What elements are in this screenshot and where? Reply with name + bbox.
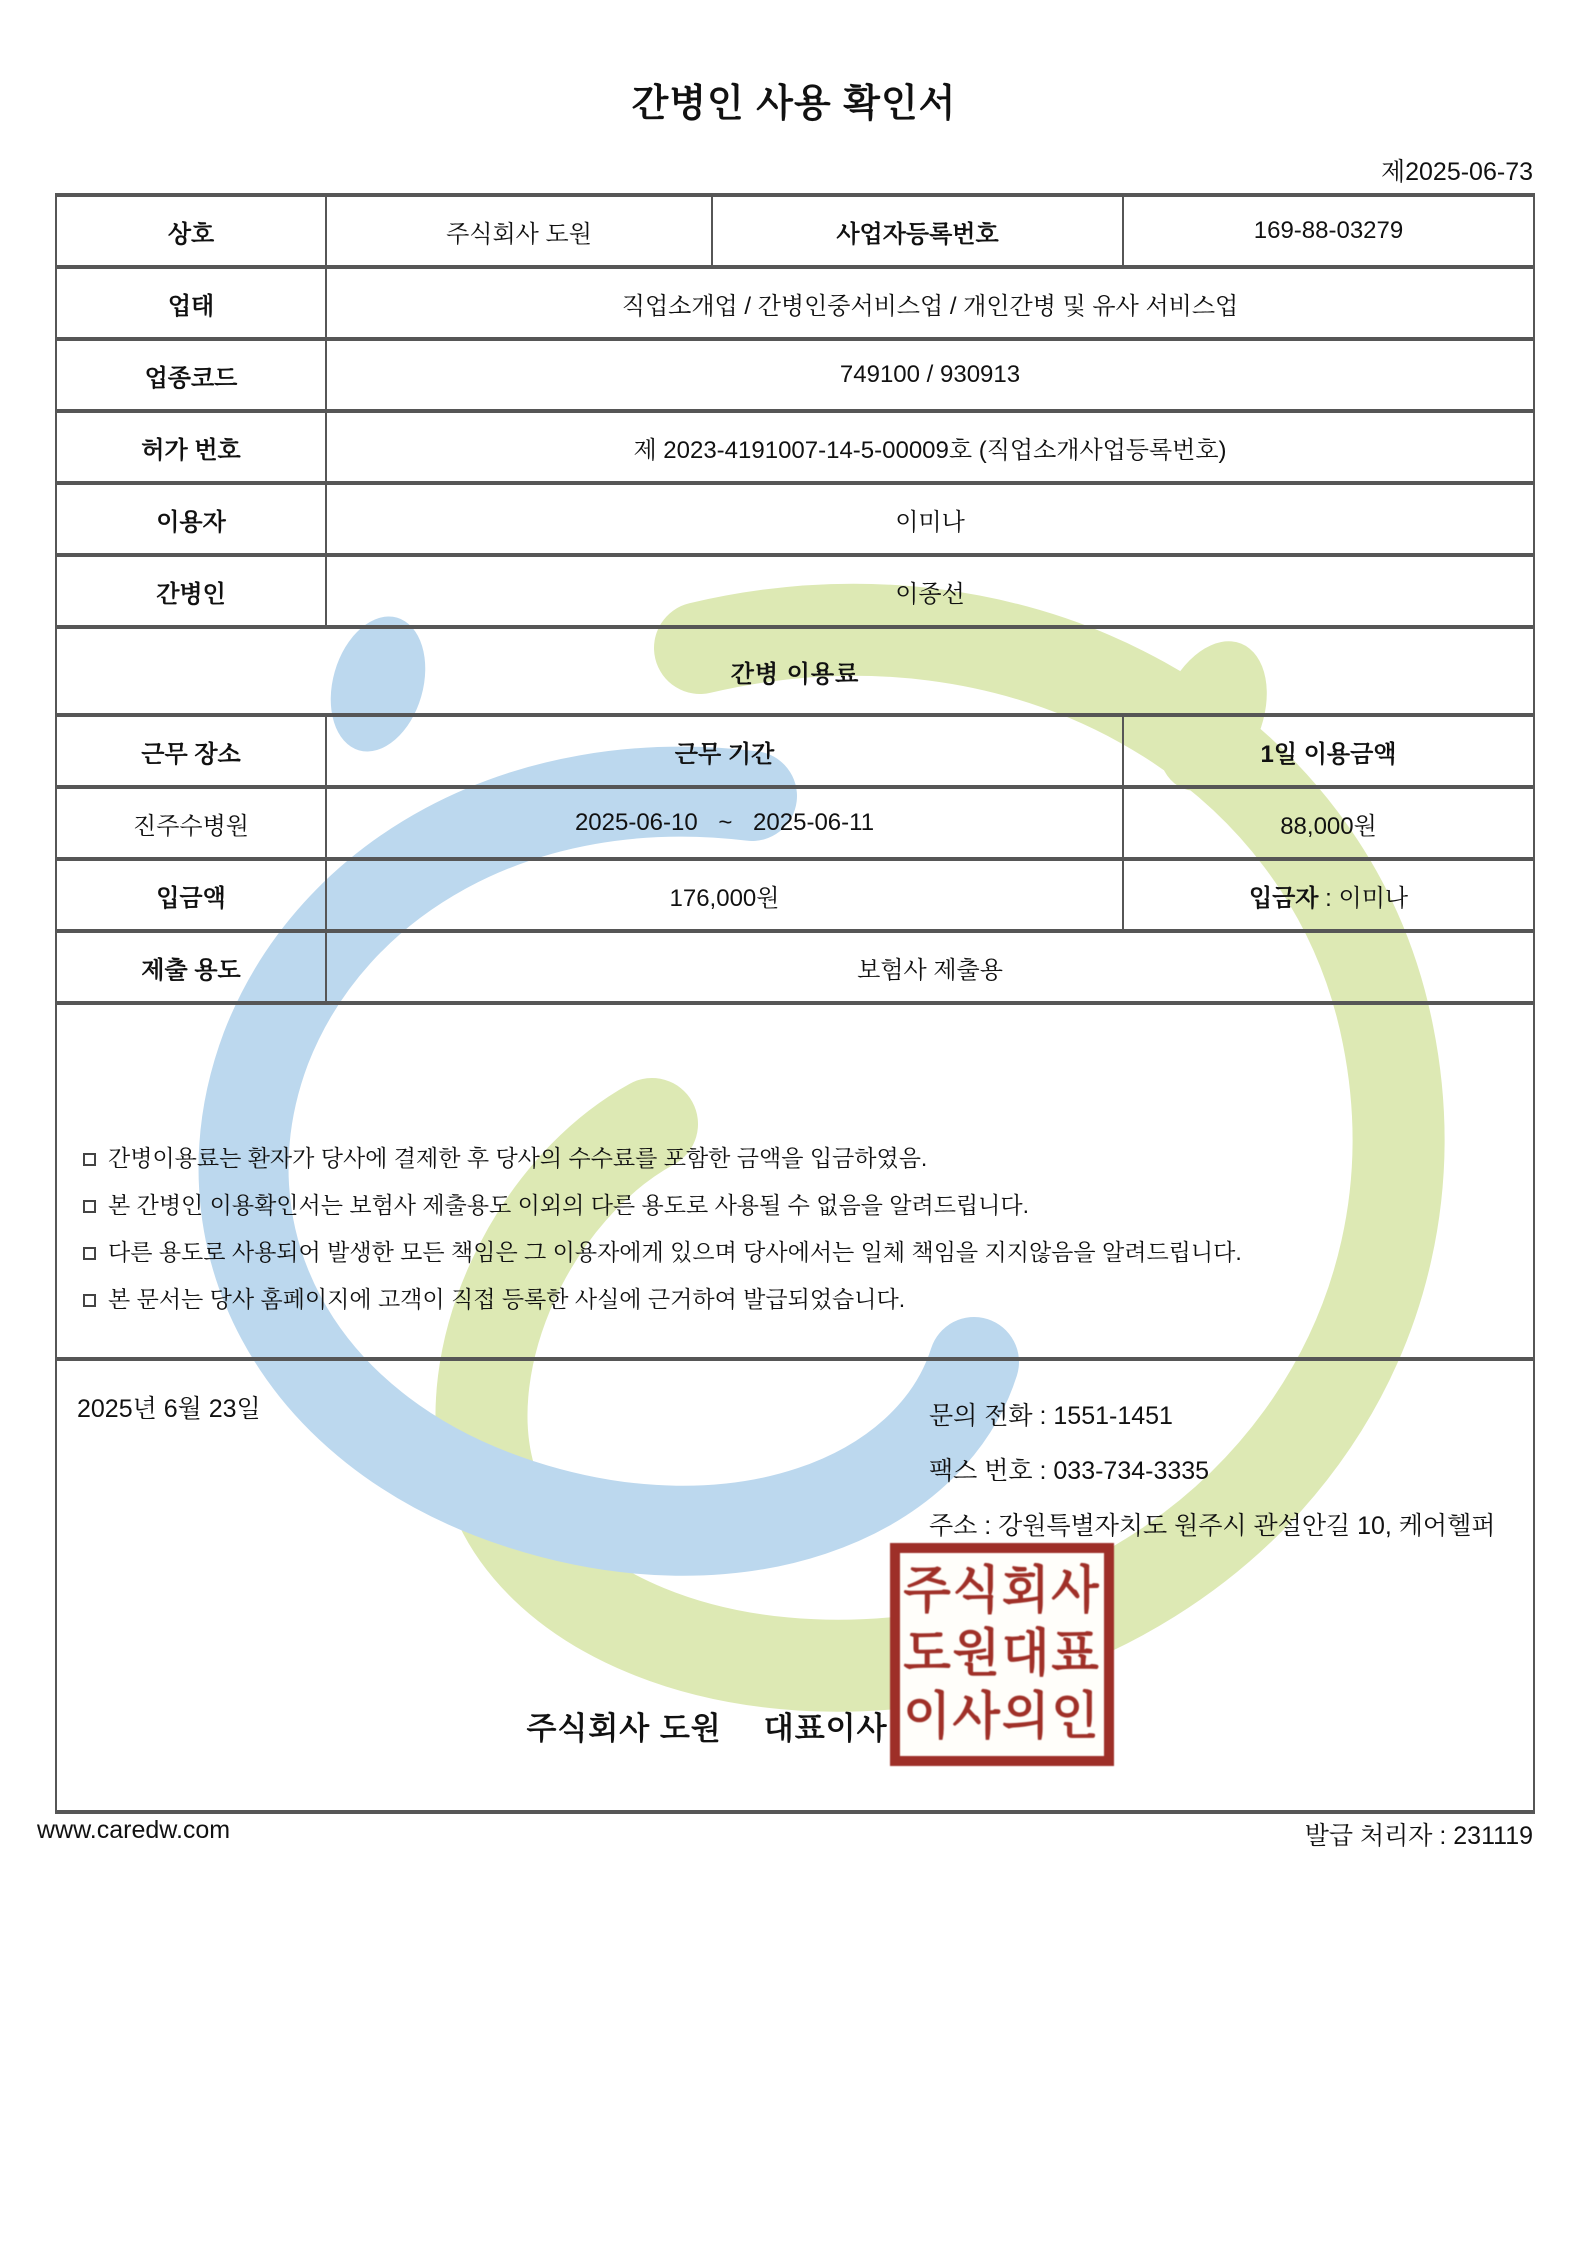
work-period-header: 근무 기간 [326, 715, 1123, 787]
page-title: 간병인 사용 확인서 [631, 83, 957, 125]
permit-number-label: 허가 번호 [56, 411, 326, 483]
deposit-amount-value: 176,000원 [326, 859, 1123, 931]
seal-line: 이사의인 [903, 1688, 1101, 1746]
note-text: 본 문서는 당사 홈페이지에 고객이 직접 등록한 사실에 근거하여 발급되었습니다. [108, 1286, 906, 1312]
notes-list [63, 1031, 1527, 1331]
business-type-label: 업태 [56, 267, 326, 339]
work-period-value: 2025-06-10 ~ 2025-06-11 [326, 787, 1123, 859]
signature-company: 주식회사 도원 [526, 1711, 722, 1746]
caregiver-value: 이종선 [326, 555, 1534, 627]
purpose-row [56, 931, 1534, 1003]
work-place-value: 진주수병원 [56, 787, 326, 859]
business-reg-no-value: 169-88-03279 [1123, 195, 1534, 267]
permit-number-value: 제 2023-4191007-14-5-00009호 (직업소개사업등록번호) [326, 411, 1534, 483]
list-item [81, 1284, 1507, 1331]
list-item [81, 1143, 1507, 1190]
issue-date: 2025년 6월 23일 [77, 1395, 261, 1423]
contact-phone: 문의 전화 : 1551-1451 [929, 1402, 1173, 1430]
fee-data-row [56, 787, 1534, 859]
deposit-row [56, 859, 1534, 931]
user-value: 이미나 [326, 483, 1534, 555]
business-reg-no-label: 사업자등록번호 [712, 195, 1123, 267]
fee-header-row [56, 715, 1534, 787]
fee-section-title: 간병 이용료 [56, 627, 1534, 715]
industry-code-value: 749100 / 930913 [326, 339, 1534, 411]
company-name-label: 상호 [56, 195, 326, 267]
corporate-seal-stamp [890, 1543, 1114, 1766]
company-name-value: 주식회사 도원 [326, 195, 712, 267]
table-row [56, 555, 1534, 627]
depositor-value: : 이미나 [1318, 884, 1409, 912]
note-text: 다른 용도로 사용되어 발생한 모든 책임은 그 이용자에게 있으며 당사에서는 일체 책임을 지지않음을 알려드립니다. [108, 1239, 1242, 1265]
signature-role: 대표이사 [763, 1711, 888, 1746]
work-place-header: 근무 장소 [56, 715, 326, 787]
user-label: 이용자 [56, 483, 326, 555]
submission-purpose-label: 제출 용도 [56, 931, 326, 1003]
list-item [81, 1237, 1507, 1284]
list-item [81, 1190, 1507, 1237]
seal-line: 주식회사 [903, 1562, 1101, 1620]
depositor-cell [1123, 859, 1534, 931]
contact-address: 주소 : 강원특별자치도 원주시 관설안길 10, 케어헬퍼 [929, 1512, 1496, 1540]
notes-cell [56, 1003, 1534, 1359]
caregiver-label: 간병인 [56, 555, 326, 627]
table-row [56, 339, 1534, 411]
seal-line: 도원대표 [903, 1625, 1101, 1683]
fee-section-header-row [56, 627, 1534, 715]
square-bullet-icon [83, 1294, 96, 1307]
square-bullet-icon [83, 1247, 96, 1260]
square-bullet-icon [83, 1153, 96, 1166]
confirmation-table [55, 193, 1535, 1814]
issue-cell [56, 1359, 1534, 1812]
square-bullet-icon [83, 1200, 96, 1213]
contact-fax: 팩스 번호 : 033-734-3335 [929, 1457, 1210, 1485]
industry-code-label: 업종코드 [56, 339, 326, 411]
notes-row [56, 1003, 1534, 1359]
table-row [56, 411, 1534, 483]
contact-block [929, 1389, 1495, 1554]
note-text: 간병이용료는 환자가 당사에 결제한 후 당사의 수수료를 포함한 금액을 입금하였음. [108, 1145, 928, 1171]
business-type-value: 직업소개업 / 간병인중서비스업 / 개인간병 및 유사 서비스업 [326, 267, 1534, 339]
table-row [56, 195, 1534, 267]
table-row [56, 267, 1534, 339]
note-text: 본 간병인 이용확인서는 보험사 제출용도 이외의 다른 용도로 사용될 수 없음을 알려드립니다. [108, 1192, 1029, 1218]
website-url: www.caredw.com [37, 1816, 231, 1844]
submission-purpose-value: 보험사 제출용 [326, 931, 1534, 1003]
deposit-amount-label: 입금액 [56, 859, 326, 931]
document-number: 제2025-06-73 [1380, 158, 1533, 186]
daily-fee-value: 88,000원 [1123, 787, 1534, 859]
issue-row [56, 1359, 1534, 1812]
daily-fee-header: 1일 이용금액 [1123, 715, 1534, 787]
issuer-id: 발급 처리자 : 231119 [1304, 1822, 1533, 1850]
depositor-label: 입금자 [1248, 884, 1319, 912]
table-row [56, 483, 1534, 555]
